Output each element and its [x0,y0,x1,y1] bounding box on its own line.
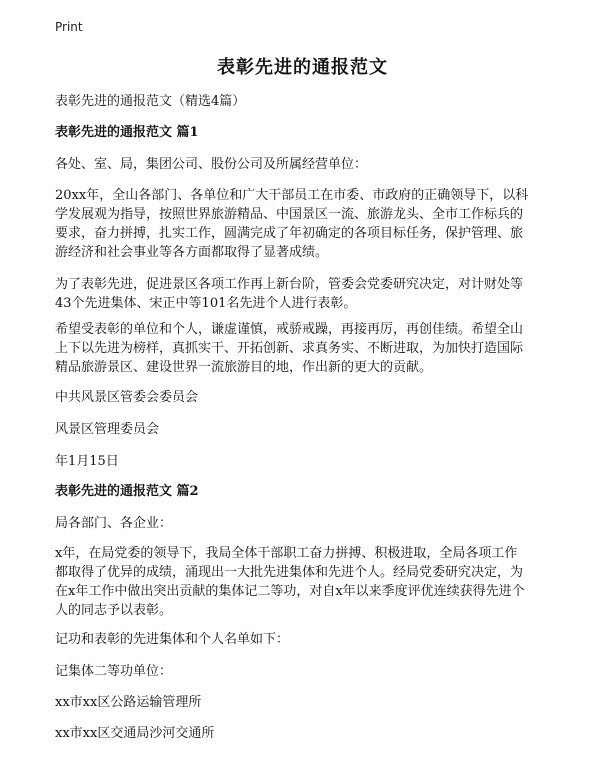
paragraph-line: 学发展观为指导，按照世界旅游精品、中国景区一流、旅游龙头、全市工作标兵的 [55,207,524,222]
section-2-list-intro: 记功和表彰的先进集体和个人名单如下： [55,632,290,647]
section-1-signature-1: 中共风景区管委会委员会 [55,390,199,405]
paragraph-line: 游经济和社会事业等各方面都取得了显著成绩。 [55,245,329,260]
paragraph-line: 上下以先进为榜样，真抓实干、开拓创新、求真务实、不断进取，为加快打造国际 [55,341,524,356]
section-2-unit-1: xx市xx区公路运输管理所 [55,695,202,710]
paragraph-line: 为了表彰先进，促进景区各项工作再上新台阶，管委会党委研究决定，对计财处等 [55,277,524,292]
section-1-heading: 表彰先进的通报范文 篇1 [55,125,199,140]
section-1-paragraph-1 [55,186,550,262]
paragraph-line: 精品旅游景区、建设世界一流旅游目的地，作出新的更大的贡献。 [55,360,433,375]
section-1-signature-2: 风景区管理委员会 [55,422,160,437]
paragraph-line: x年，在局党委的领导下，我局全体干部职工奋力拼搏、积极进取，全局各项工作 [55,546,518,561]
paragraph-line: 都取得了优异的成绩，涌现出一大批先进集体和先进个人。经局党委研究决定，为 [55,565,524,580]
section-1-salutation: 各处、室、局，集团公司、股份公司及所属经营单位： [55,157,368,172]
print-label[interactable]: Print [55,20,83,34]
section-2-unit-2: xx市xx区交通局沙河交通所 [55,726,215,741]
section-2-group-heading: 记集体二等功单位： [55,664,173,679]
paragraph-line: 希望受表彰的单位和个人，谦虚谨慎，戒骄戒躁，再接再厉，再创佳绩。希望全山 [55,322,524,337]
paragraph-line: 在x年工作中做出突出贡献的集体记二等功，对自x年以来季度评优连续获得先进个 [55,584,525,599]
paragraph-line: 43个先进集体、宋正中等101名先进个人进行表彰。 [55,296,357,311]
paragraph-line: 人的同志予以表彰。 [55,603,173,618]
paragraph-line: 20xx年，全山各部门、各单位和广大干部员工在市委、市政府的正确领导下，以科 [55,188,529,203]
section-2-salutation: 局各部门、各企业： [55,516,173,531]
section-1-paragraph-2 [55,275,550,313]
paragraph-line: 要求，奋力拼搏，扎实工作，圆满完成了年初确定的各项目标任务，保护管理、旅 [55,226,524,241]
document-subtitle: 表彰先进的通报范文（精选4篇） [55,94,246,109]
section-1-date: 年1月15日 [55,454,119,469]
document-title: 表彰先进的通报范文 [217,57,388,78]
section-2-heading: 表彰先进的通报范文 篇2 [55,484,199,499]
section-1-paragraph-3 [55,320,550,377]
section-2-paragraph-1 [55,544,550,620]
